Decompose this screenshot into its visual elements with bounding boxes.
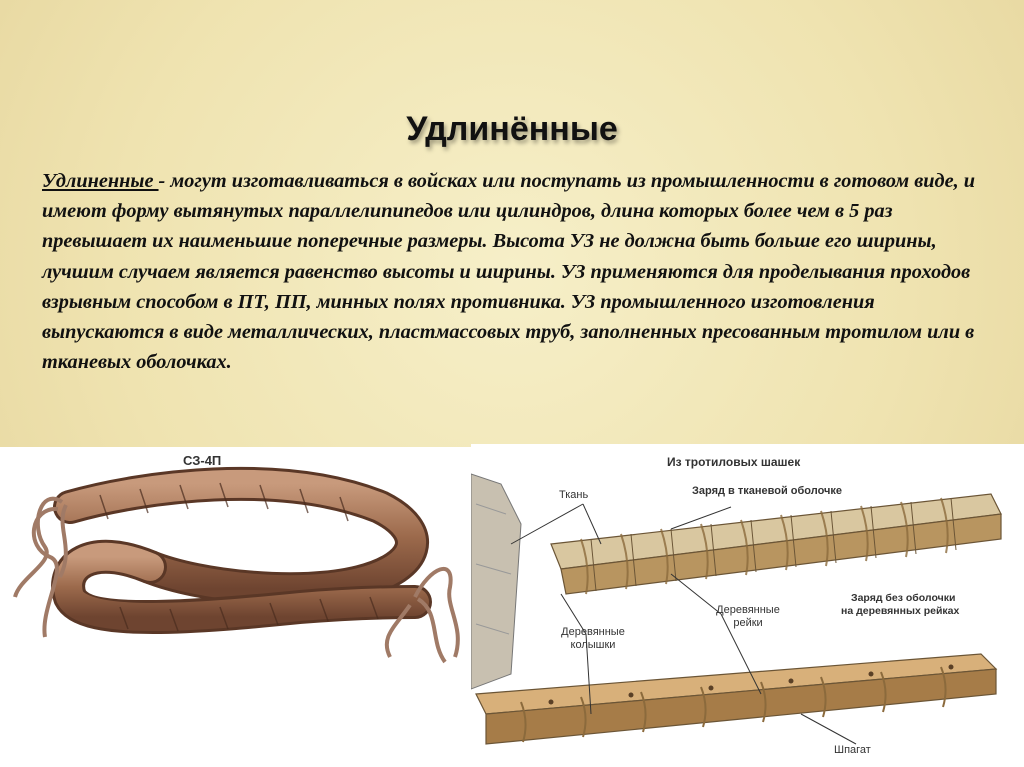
- slide-title: Удлинённые: [406, 110, 618, 148]
- illustration-tnt-charges: [471, 444, 1024, 767]
- label-wooden-slats: Деревянные рейки: [716, 604, 780, 629]
- label-twine: Шпагат: [834, 744, 871, 756]
- label-sz4p: СЗ-4П: [183, 453, 222, 468]
- label-fabric: Ткань: [559, 489, 589, 501]
- body-term: Удлиненные: [42, 170, 159, 192]
- rope-charge-drawing: [0, 447, 471, 767]
- label-charge-no-shell-2: на деревянных рейках: [841, 605, 960, 617]
- label-heading: Из тротиловых шашек: [667, 455, 801, 469]
- label-charge-no-shell-1: Заряд без оболочки: [851, 592, 956, 604]
- illustration-sz4p: [0, 447, 471, 767]
- label-wooden-pegs: Деревянные колышки: [561, 626, 625, 651]
- body-text: - могут изготавливаться в войсках или поступать из промышленности в готовом виде, и имеют форму вытянутых параллелипипедов или цилиндров, длина которых более чем в 5 раз превышает их наименьшие поперечные размеры. Высота УЗ не должна быть больше его ширины, лучшим случаем является равенство высоты и ширины. УЗ применяются для проделывания проходов взрывным способом в ПТ, ПП, минных полях противника. УЗ промышленного изготовления выпускаются в виде металлических, пластмассовых труб, заполненных пресованным тротилом или в тканевых оболочках.: [42, 170, 976, 374]
- body-paragraph: [42, 166, 992, 377]
- label-charge-fabric: Заряд в тканевой оболочке: [692, 485, 843, 497]
